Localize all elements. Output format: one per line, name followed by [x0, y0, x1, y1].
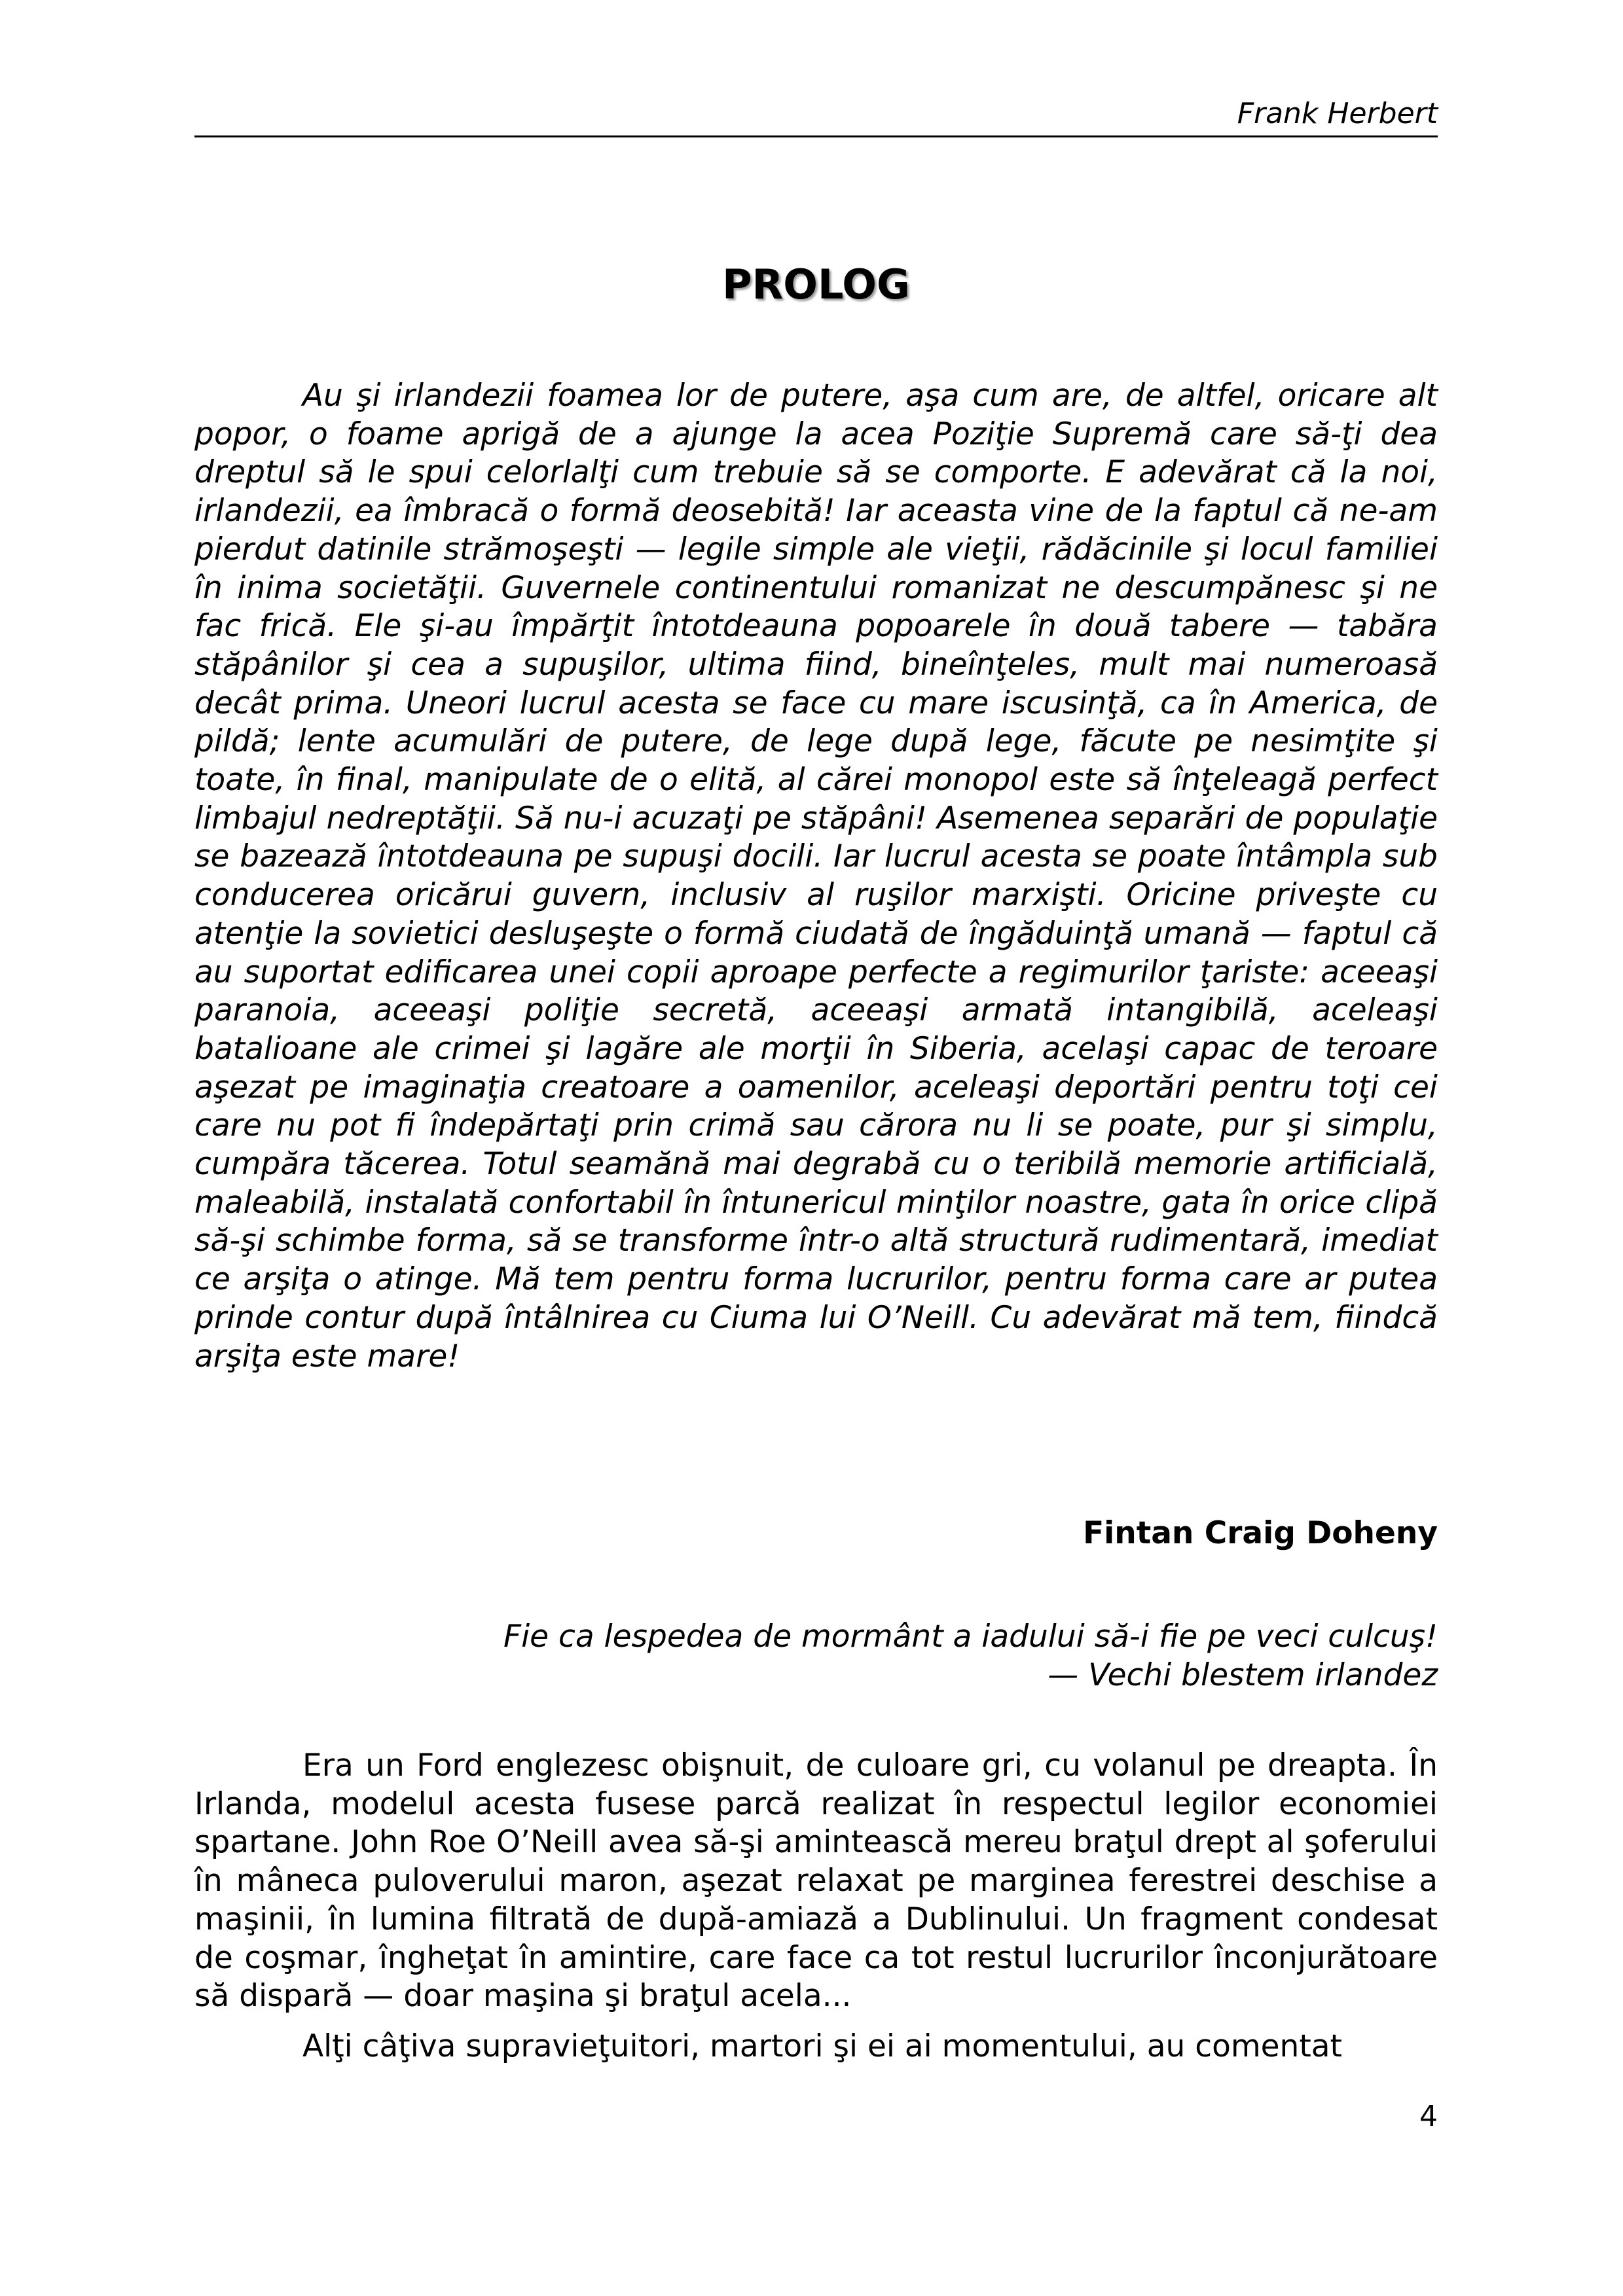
epigraph-attribution: Fintan Craig Doheny [1083, 1515, 1438, 1551]
curse-quote-line: Fie ca lespedea de mormânt a iadului să-i fie pe veci culcuş! [503, 1619, 1438, 1655]
narrative-paragraph-1: Era un Ford englezesc obişnuit, de culoare gri, cu volanul pe dreapta. În Irlanda, modelul acesta fusese parcă realizat în respectul legilor economiei spartane. John Roe O’Neill avea să-şi amintească mereu braţul drept al şoferului în mâneca puloverului maron, aşezat relaxat pe marginea ferestrei deschise a maşinii, în lumina filtrată de după-amiază a Dublinului. Un fragment condesat de coşmar, îngheţat în amintire, care face ca tot restul lucrurilor înconjurătoare să dispară — doar maşina şi braţul acela... [194, 1748, 1438, 2015]
chapter-title: PROLOG [722, 260, 910, 308]
narrative-paragraph-2: Alţi câţiva supravieţuitori, martori şi ei ai momentului, au comentat [302, 2028, 1342, 2064]
page-number: 4 [1419, 2100, 1438, 2133]
curse-quote-source: — Vechi blestem irlandez [1048, 1657, 1438, 1693]
header-rule [194, 135, 1438, 137]
curse-quote [194, 1618, 1438, 1695]
running-header-author: Frank Herbert [1237, 97, 1438, 130]
epigraph-paragraph: Au şi irlandezii foamea lor de putere, aşa cum are, de altfel, oricare alt popor, o foame aprigă de a ajunge la acea Poziţie Supremă care să-ţi dea dreptul să le spui celorlalţi cum trebuie să se comporte. E adevărat că la noi, irlandezii, ea îmbracă o formă deosebită! Iar aceasta vine de la faptul că ne-am pierdut datinile strămoşeşti — legile simple ale vieţii, rădăcinile şi locul familiei în inima societăţii. Guvernele continentului romanizat ne descumpănesc şi ne fac frică. Ele şi-au împărţit întotdeauna popoarele în două tabere — tabăra stăpânilor şi cea a supuşilor, ultima fiind, bineînţeles, mult mai numeroasă decât prima. Uneori lucrul acesta se face cu mare iscusinţă, ca în America, de pildă; lente acumulări de putere, de lege după lege, făcute pe nesimţite şi toate, în final, manipulate de o elită, al cărei monopol este să înţeleagă perfect limbajul nedreptăţii. Să nu-i acuzaţi pe stăpâni! Asemenea separări de populaţie se bazează întotdeauna pe supuşi docili. Iar lucrul acesta se poate întâmpla sub conducerea oricărui guvern, inclusiv al ruşilor marxişti. Oricine priveşte cu atenţie la sovietici desluşeşte o formă ciudată de îngăduinţă umană — faptul că au suportat edificarea unei copii aproape perfecte a regimurilor ţariste: aceeaşi paranoia, aceeaşi poliţie secretă, aceeaşi armată intangibilă, aceleaşi batalioane ale crimei şi lagăre ale morţii în Siberia, acelaşi capac de teroare aşezat pe imaginaţia creatoare a oamenilor, aceleaşi deportări pentru toţi cei care nu pot fi îndepărtaţi prin crimă sau cărora nu li se poate, pur şi simplu, cumpăra tăcerea. Totul seamănă mai degrabă cu o teribilă memorie artificială, maleabilă, instalată confortabil în întunericul minţilor noastre, gata în orice clipă să-şi schimbe forma, să se transforme într-o altă structură rudimentară, imediat ce arşiţa o atinge. Mă tem pentru forma lucrurilor, pentru forma care ar putea prinde contur după întâlnirea cu Ciuma lui O’Neill. Cu adevărat mă tem, fiindcă arşiţa este mare! [194, 378, 1438, 1374]
narrative [194, 1747, 1438, 2066]
epigraph [194, 377, 1438, 1376]
